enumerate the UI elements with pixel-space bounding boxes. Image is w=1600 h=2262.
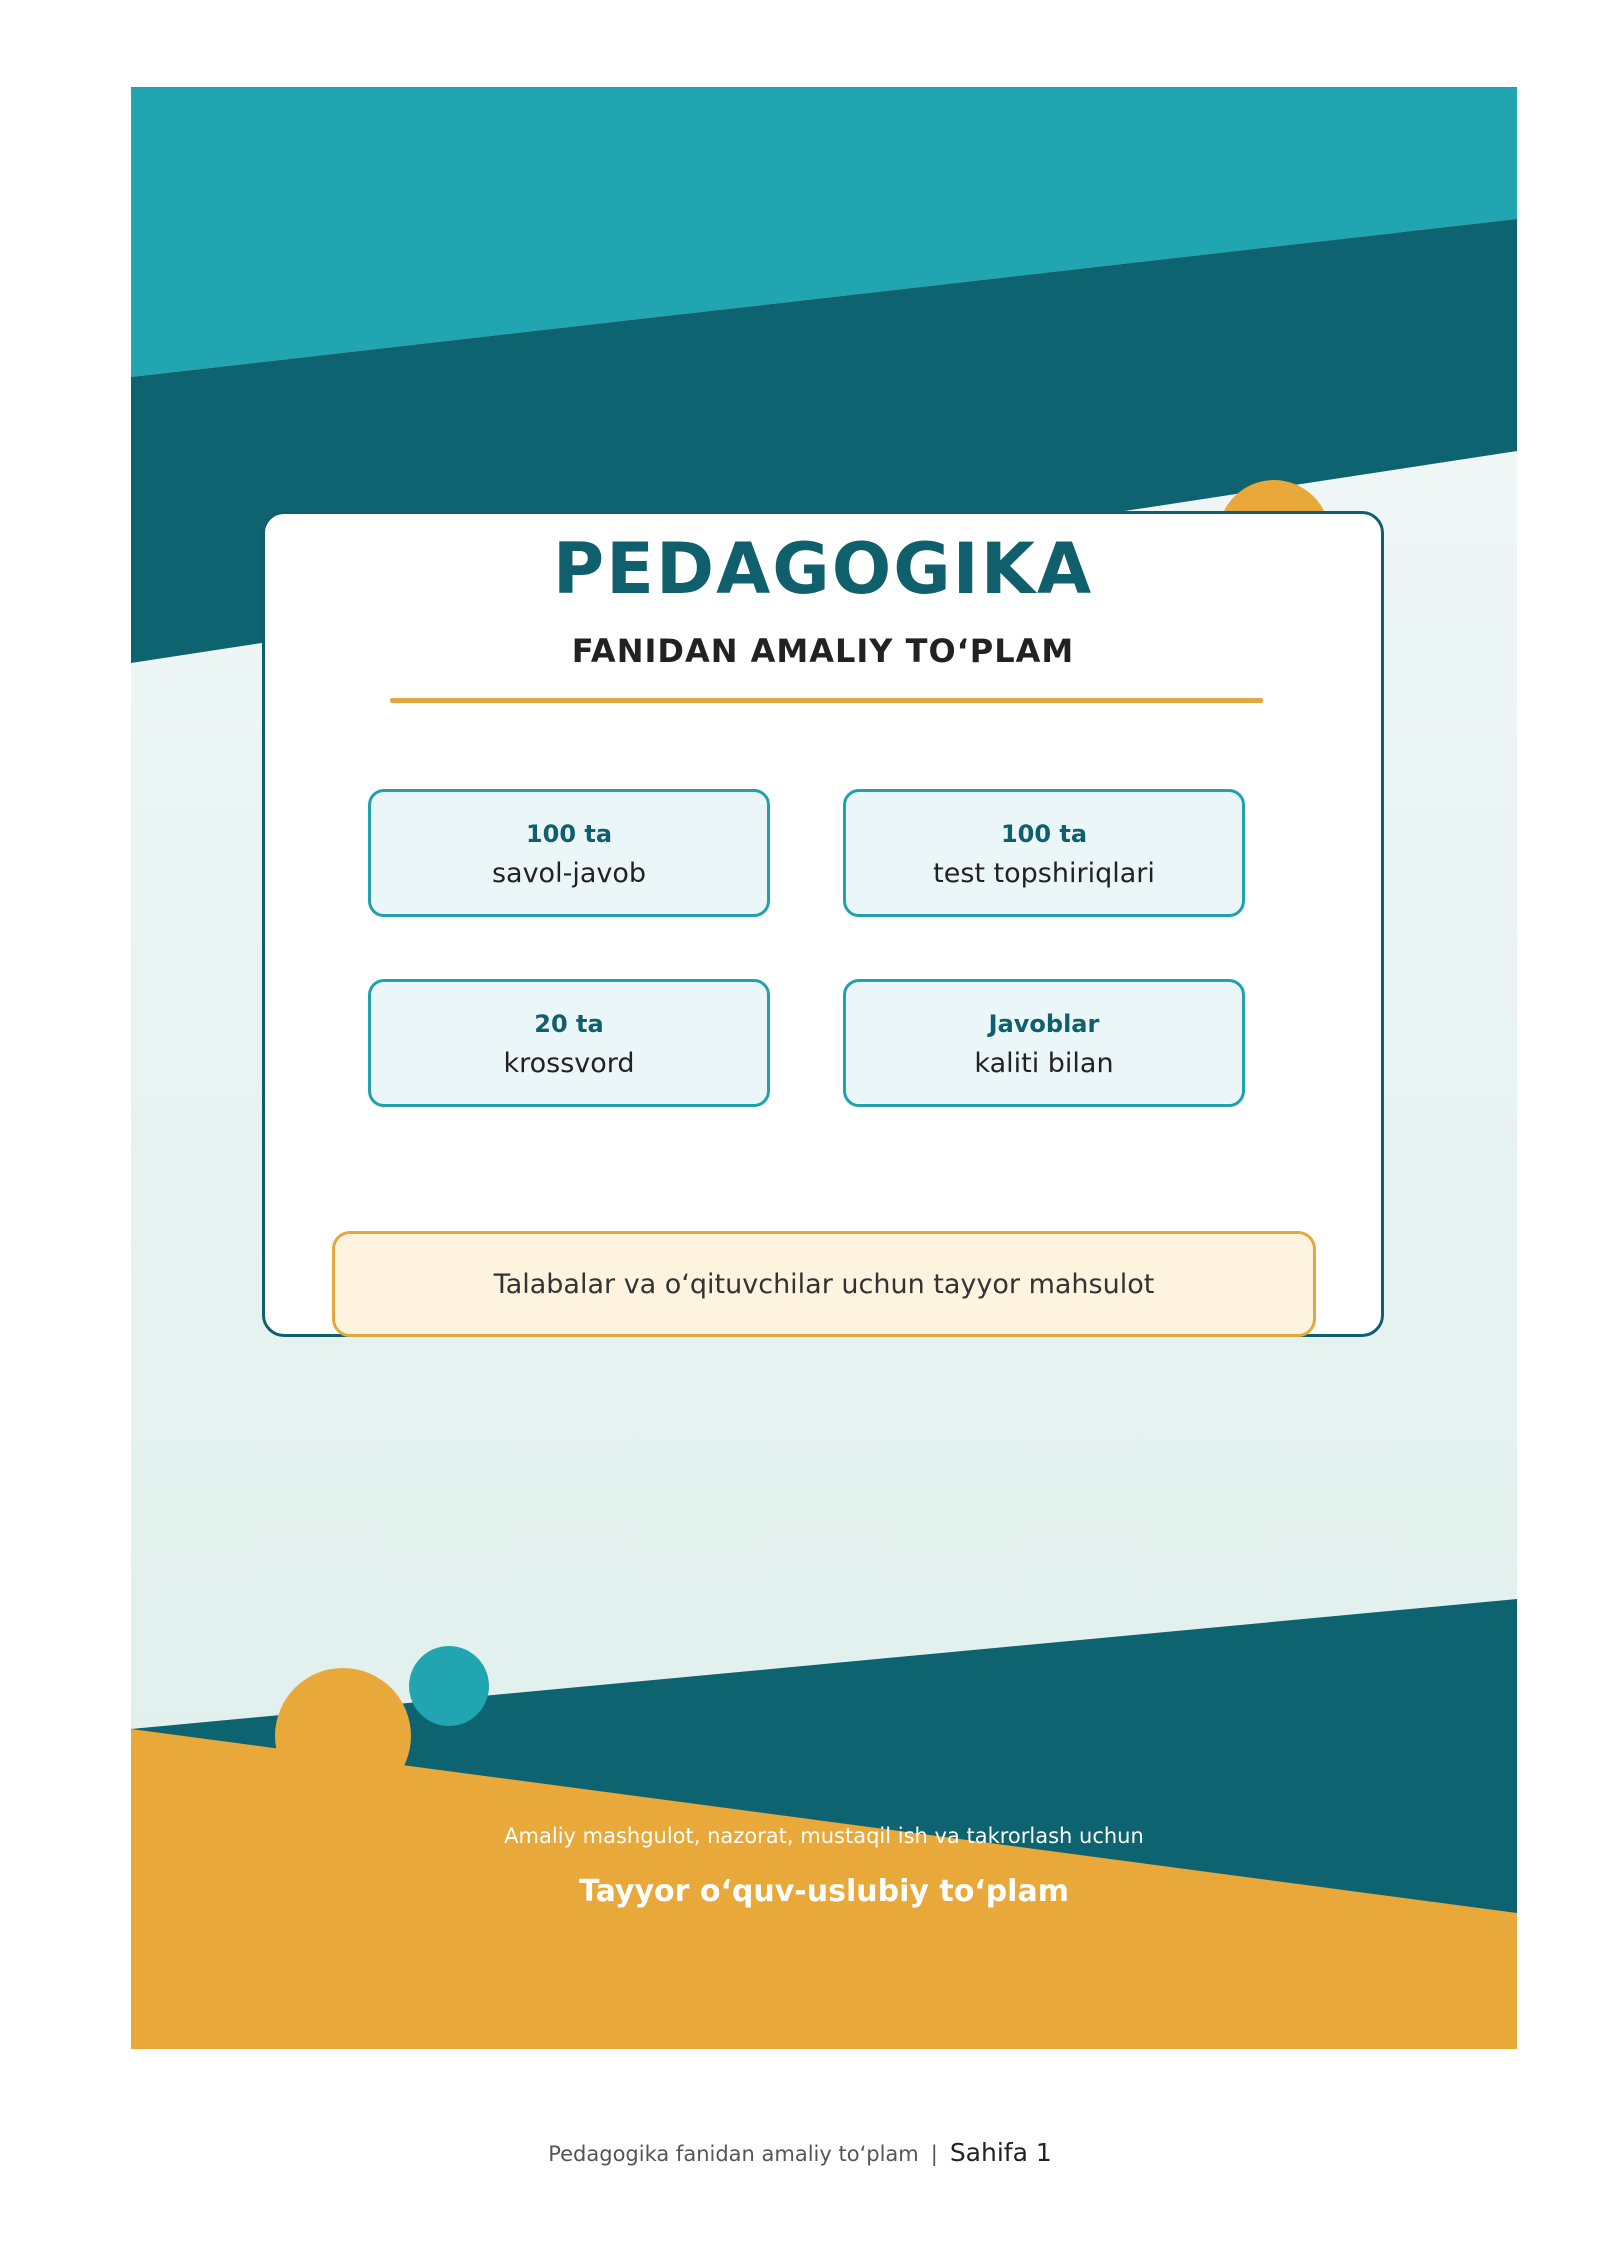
stat-number: 20 ta	[534, 1010, 604, 1038]
stat-label: krossvord	[503, 1048, 635, 1079]
stat-card-questions	[368, 789, 770, 917]
stat-label: test topshiriqlari	[933, 858, 1155, 889]
stat-label: kaliti bilan	[974, 1048, 1114, 1079]
stat-number: Javoblar	[988, 1010, 1100, 1038]
stat-number: 100 ta	[525, 820, 613, 848]
page-title: PEDAGOGIKA	[552, 528, 1094, 610]
title-divider	[390, 698, 1263, 703]
footer-text: Pedagogika fanidan amaliy to‘plam	[548, 2142, 919, 2166]
stat-number: 100 ta	[1000, 820, 1088, 848]
page-number: Sahifa 1	[949, 2138, 1052, 2167]
teal-circle-decor	[409, 1646, 489, 1726]
cover-tagline: Amaliy mashgulot, nazorat, mustaqil ish va takrorlash uchun	[504, 1824, 1144, 1848]
cover-tagline-bold: Tayyor o‘quv-uslubiy to‘plam	[579, 1874, 1069, 1909]
stat-card-crosswords	[368, 979, 770, 1107]
stat-card-tests	[843, 789, 1245, 917]
cover-page	[131, 87, 1517, 2049]
page-subtitle: FANIDAN AMALIY TO‘PLAM	[571, 632, 1075, 670]
stat-card-answers	[843, 979, 1245, 1107]
orange-circle-decor	[275, 1668, 411, 1804]
footer-separator: |	[930, 2142, 938, 2166]
audience-note: Talabalar va o‘qituvchilar uchun tayyor mahsulot	[332, 1231, 1316, 1337]
page-footer	[0, 2138, 1600, 2167]
stat-label: savol-javob	[491, 858, 647, 889]
info-card	[262, 511, 1384, 1337]
